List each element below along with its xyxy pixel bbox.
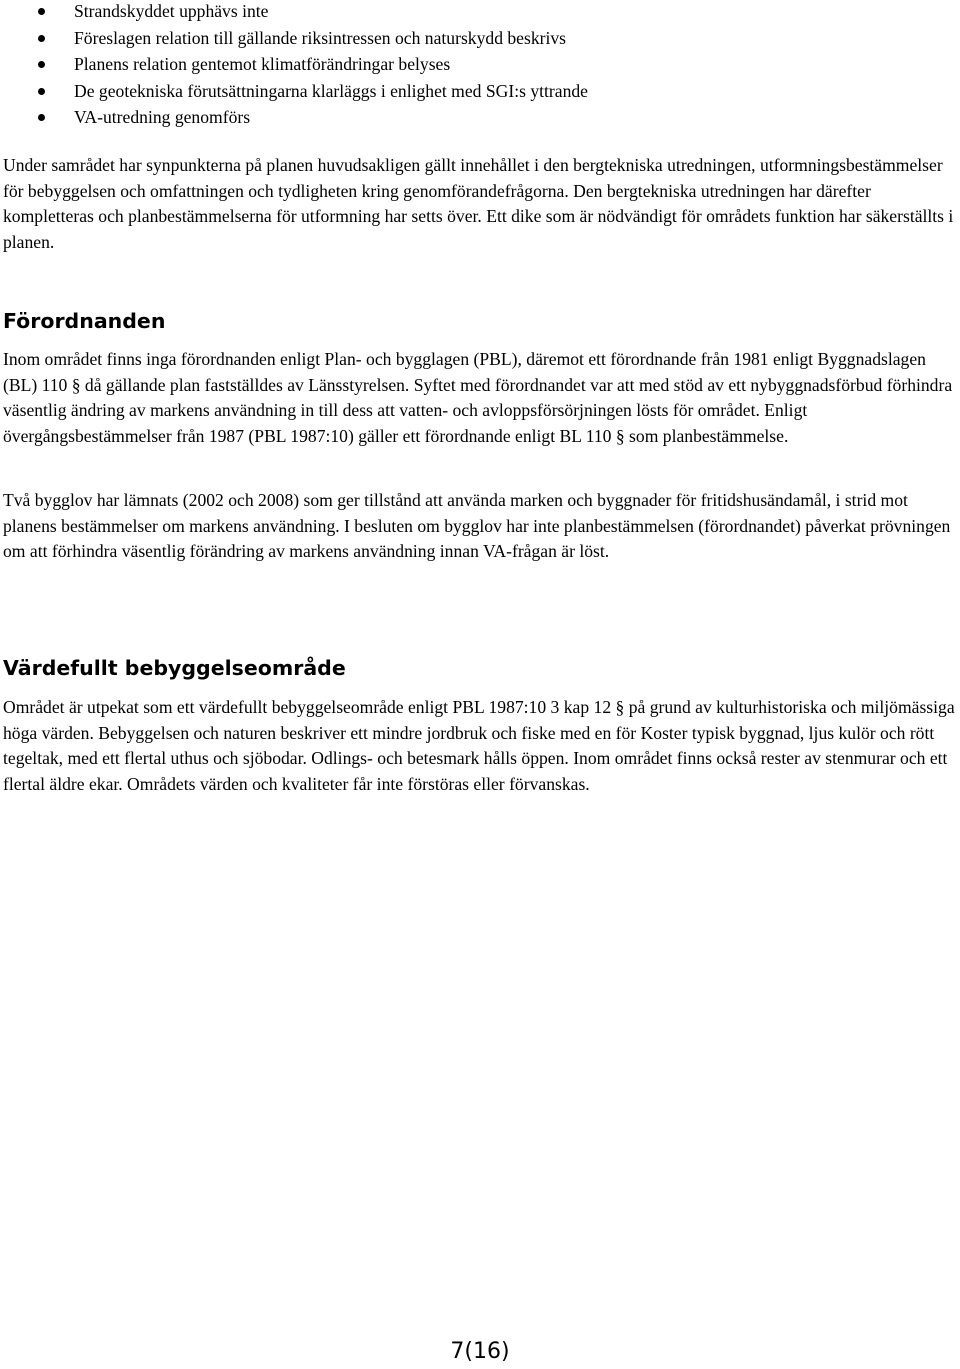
list-item: [3, 0, 957, 27]
list-item-text: Planens relation gentemot klimatförändringar belyses: [74, 54, 451, 74]
bullet-icon: [38, 8, 45, 15]
bullet-icon: [38, 61, 45, 68]
paragraph-vardefullt-1: Området är utpekat som ett värdefullt bebyggelseområde enligt PBL 1987:10 3 kap 12 § på grund av kulturhistoriska och miljömässiga höga värden. Bebyggelsen och naturen beskriver ett mindre jordbruk och fiske med en för Koster typisk byggnad, ljus kulör och rött tegeltak, med ett flertal uthus och sjöbodar. Odlings- och betesmark hålls öppen. Inom området finns också rester av stenmurar och ett flertal äldre ekar. Områdets värden och kvaliteter får inte förstöras eller förvanskas.: [3, 697, 955, 795]
section-heading-vardefullt: Värdefullt bebyggelseområde: [3, 656, 346, 680]
paragraph-samradet: Under samrådet har synpunkterna på planen huvudsakligen gällt innehållet i den bergtekniska utredningen, utformningsbestämmelser för bebyggelsen och omfattningen och tydligheten kring genomförandefrågorna. Den bergtekniska utredningen har därefter kompletteras och planbestämmelserna för utformning har setts över. Ett dike som är nödvändigt för områdets funktion har säkerställts i planen.: [3, 155, 954, 253]
list-item-text: VA-utredning genomförs: [74, 107, 251, 127]
bullet-list: [3, 0, 957, 133]
paragraph-forordnanden-1: Inom området finns inga förordnanden enligt Plan- och bygglagen (PBL), däremot ett förordnande från 1981 enligt Byggnadslagen (BL) 110 § då gällande plan fastställdes av Länsstyrelsen. Syftet med förordnandet var att med stöd av ett nybyggnadsförbud förhindra väsentlig ändring av markens användning in till dess att vatten- och avloppsförsörjningen lösts för området. Enligt övergångsbestämmelser från 1987 (PBL 1987:10) gäller ett förordnande enligt BL 110 § som planbestämmelse.: [3, 349, 953, 447]
list-item-text: Strandskyddet upphävs inte: [74, 1, 269, 21]
list-item-text: Föreslagen relation till gällande riksintressen och naturskydd beskrivs: [74, 27, 567, 48]
page-number: 7(16): [450, 1339, 510, 1364]
document-page: [3, 0, 957, 795]
section-heading-forordnanden: Förordnanden: [3, 309, 166, 333]
bullet-icon: [38, 88, 45, 95]
list-item: [3, 27, 957, 54]
list-item: [3, 53, 957, 80]
paragraph-forordnanden-2: Två bygglov har lämnats (2002 och 2008) som ger tillstånd att använda marken och byggnader för fritidshusändamål, i strid mot planens bestämmelser om markens användning. I besluten om bygglov har inte planbestämmelsen (förordnandet) påverkat prövningen om att förhindra väsentlig förändring av markens användning innan VA-frågan är löst.: [3, 490, 951, 562]
bullet-icon: [38, 114, 45, 121]
bullet-icon: [38, 35, 45, 42]
list-item-text: De geotekniska förutsättningarna klarläggs i enlighet med SGI:s yttrande: [74, 80, 588, 101]
list-item: [3, 106, 957, 133]
list-item: [3, 80, 957, 107]
